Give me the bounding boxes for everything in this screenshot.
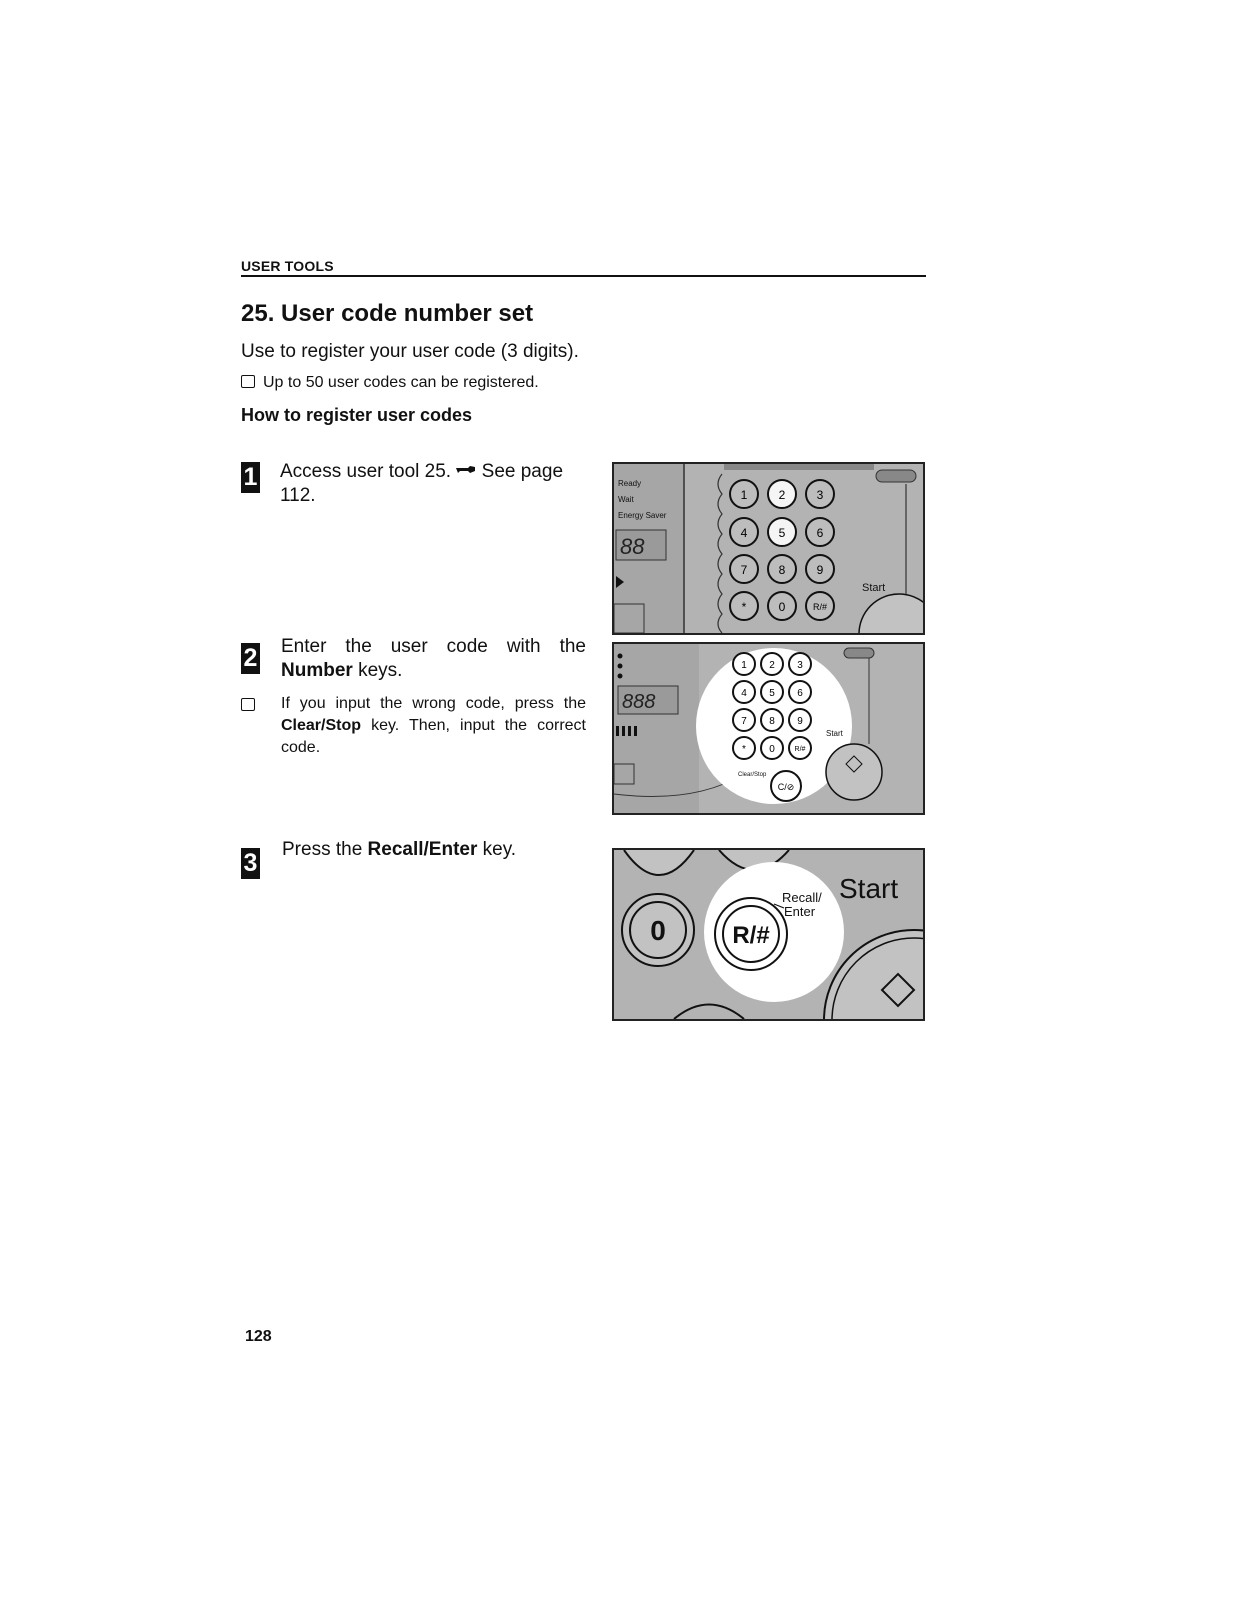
note <box>241 374 539 392</box>
key-4: 4 <box>740 526 748 540</box>
key-star: * <box>742 744 746 755</box>
key-4: 4 <box>741 688 747 699</box>
key-5: 5 <box>778 526 786 540</box>
step-1-text-before: Access user tool 25. <box>280 461 457 482</box>
panel-illustration-1 <box>612 462 925 635</box>
step-3-text-before: Press the <box>282 839 368 860</box>
recall-enter-key: R/# <box>732 922 770 949</box>
clear-stop-label: Clear/Stop <box>738 772 767 778</box>
key-5: 5 <box>769 688 775 699</box>
recall-label-line-1: Recall/ <box>782 890 822 905</box>
recall-label-line-2: Enter <box>784 904 816 919</box>
step-number-2: 2 <box>241 643 260 674</box>
key-8: 8 <box>769 716 775 727</box>
key-0-label: 0 <box>650 915 666 946</box>
page-title: 25. User code number set <box>241 300 534 327</box>
start-label: Start <box>839 873 899 904</box>
step-3-text-after: key. <box>477 839 517 860</box>
step-number-1: 1 <box>241 462 260 493</box>
section-header-label: USER TOOLS <box>241 258 334 274</box>
key-star: * <box>741 600 747 614</box>
section-header <box>241 258 926 277</box>
start-label: Start <box>826 729 843 738</box>
key-0: 0 <box>769 744 775 755</box>
key-8: 8 <box>778 563 786 577</box>
key-1: 1 <box>741 660 747 671</box>
checkbox-bullet-icon <box>241 698 255 711</box>
step-2-text-before: Enter the user code with the <box>281 636 586 657</box>
number-keypad <box>730 480 834 620</box>
step-text-1 <box>280 458 585 508</box>
step-2-note-bold: Clear/Stop <box>281 717 362 734</box>
indicator-wait: Wait <box>618 495 634 504</box>
counter-display: 88 <box>620 534 645 559</box>
step-text-2 <box>281 635 586 683</box>
key-3: 3 <box>816 488 824 502</box>
panel-illustration-3 <box>612 848 925 1021</box>
step-text-3 <box>282 838 582 862</box>
pointing-hand-icon <box>456 458 476 482</box>
indicator-ready: Ready <box>618 479 642 488</box>
key-2: 2 <box>769 660 775 671</box>
key-recall: R/# <box>812 602 828 612</box>
step-2-note-before: If you input the wrong code, press the <box>281 695 586 712</box>
checkbox-bullet-icon <box>241 375 255 388</box>
subheading: How to register user codes <box>241 405 473 425</box>
indicator-energy-saver: Energy Saver <box>618 511 667 520</box>
key-7: 7 <box>741 716 747 727</box>
start-label: Start <box>862 582 886 594</box>
key-2: 2 <box>778 488 786 502</box>
step-2-note <box>241 693 586 759</box>
step-2-note-after: key. Then, input the correct code. <box>281 717 586 756</box>
note-text: Up to 50 user codes can be registered. <box>263 374 539 391</box>
key-3: 3 <box>797 660 803 671</box>
step-1-text-after: See page 112. <box>280 461 564 506</box>
step-number-3: 3 <box>241 848 260 879</box>
step-3-bold: Recall/Enter <box>367 839 478 860</box>
step-2-bold: Number <box>281 660 353 681</box>
counter-display: 888 <box>622 691 656 713</box>
clear-stop-key: C/⊘ <box>777 782 795 792</box>
key-9: 9 <box>816 563 824 577</box>
page-number: 128 <box>245 1328 272 1345</box>
key-6: 6 <box>816 526 824 540</box>
key-6: 6 <box>797 688 803 699</box>
panel-illustration-2 <box>612 642 925 815</box>
key-9: 9 <box>797 716 803 727</box>
key-0: 0 <box>778 600 786 614</box>
key-recall: R/# <box>794 746 806 753</box>
key-7: 7 <box>740 563 748 577</box>
step-2-text-after: keys. <box>352 660 403 681</box>
key-1: 1 <box>740 488 748 502</box>
intro-text: Use to register your user code (3 digits). <box>241 341 579 362</box>
